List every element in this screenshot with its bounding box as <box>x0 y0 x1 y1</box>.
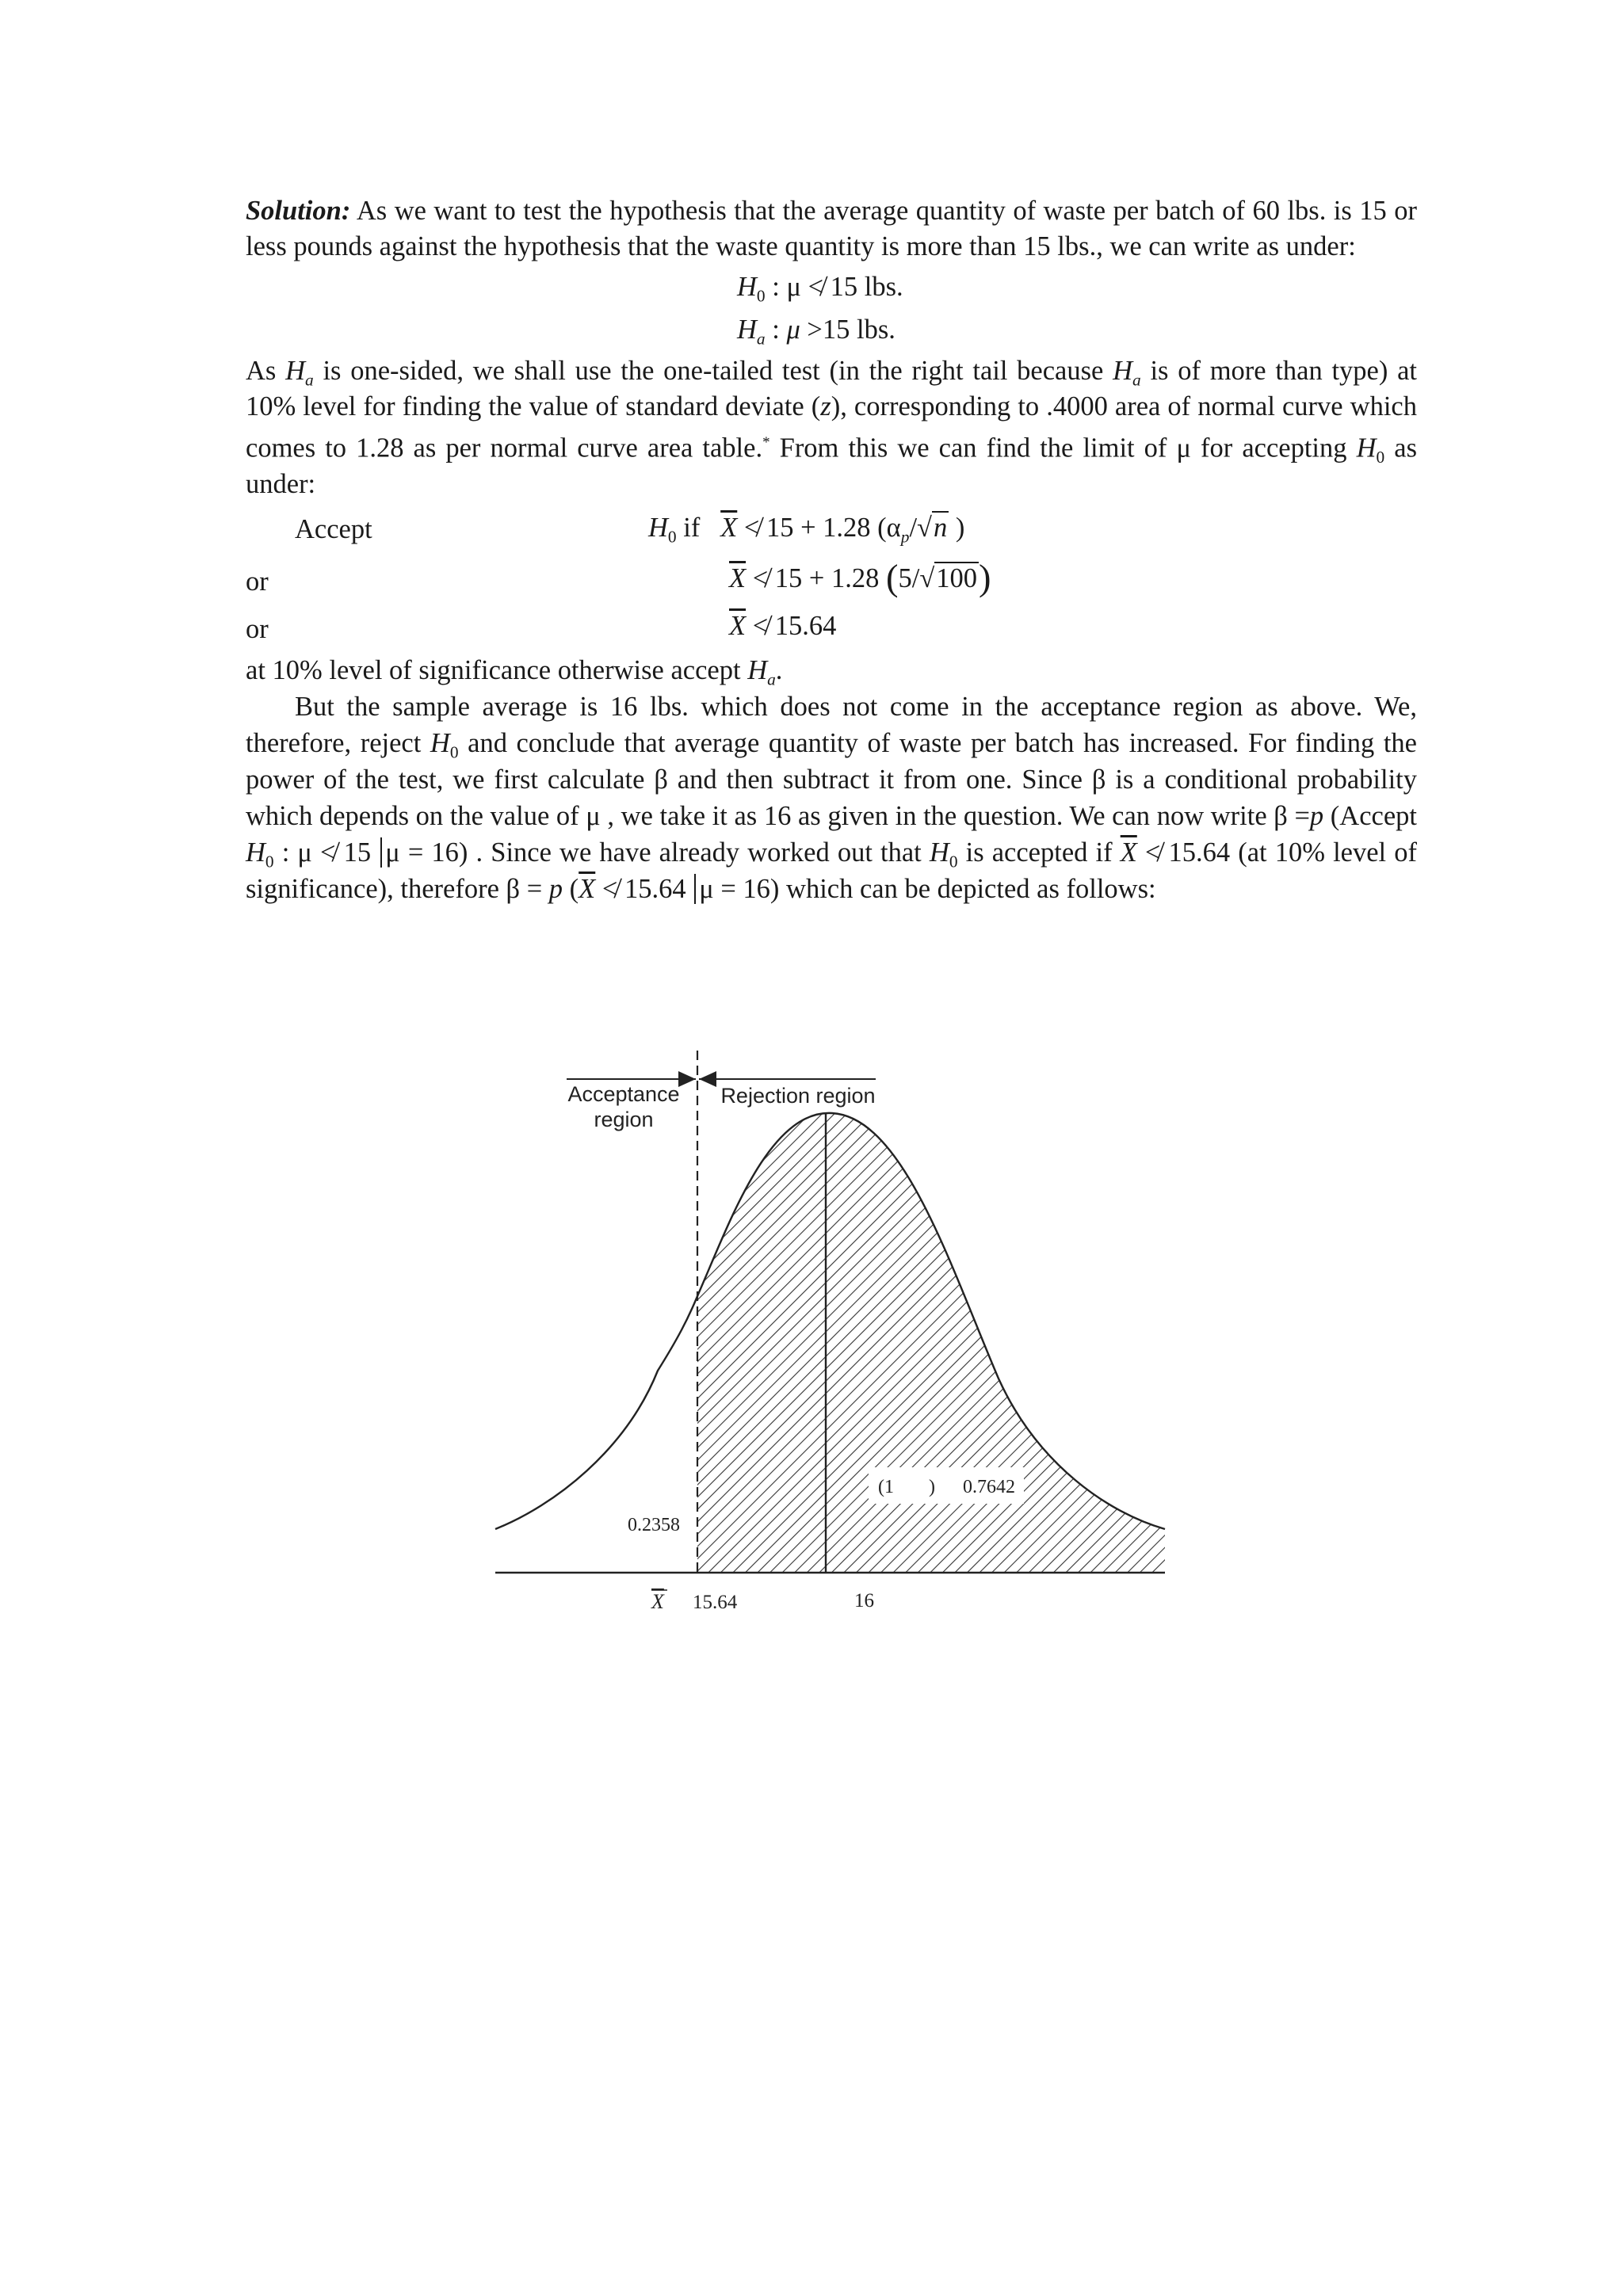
or-word-1: or <box>246 566 269 597</box>
paragraph-significance: at 10% level of significance otherwise accept $H_a$. <box>246 654 783 688</box>
acceptance-region-label-line2: region <box>594 1108 654 1131</box>
solution-text: As we want to test the hypothesis that the average quantity of waste per batch of 60 lbs. is 15 or less pounds against the hypothesis that the waste quantity is more than 15 lbs., we can write as under: <box>246 196 1417 261</box>
paragraph-sample-average: But the sample average is 16 lbs. which does not come in the acceptance region as above. We, therefore, reject $H_0$ and conclude that average quantity of waste per batch has increased. For finding the power of the test, we first calculate β and then subtract it from one. Since β is a conditional probability which depends on the value of μ , we take it as 16 as given in the question. We can now write β =p (Accept $H_0$ : μ ≮ 15 μ = 16) . Since we have already worked out that $H_0$ is accepted if $\overline{X}$ ≮ 15.64 (at 10% level of significance), therefore β = p ($\overline{X}$ ≮ 15.64 μ = 16) which can be depicted as follows: <box>246 691 1417 904</box>
paragraph-one-tailed: As $H_a$ is one-sided, we shall use the one-tailed test (in the right tail because $H_a$ is of more than type) at 10% level for finding the value of standard deviate (z), corresponding to .4000 area of normal curve which comes to 1.28 as per normal curve area table.* From this we can find the limit of μ for accepting $H_0$ as under: <box>246 356 1417 499</box>
equation-line-2: $\overline{X}$ ≮ 15 + 1.28 (5/√100) <box>729 558 991 599</box>
footnote-marker: * <box>762 434 770 451</box>
beta-value-label: 0.2358 <box>628 1515 680 1535</box>
alternative-hypothesis: $H_a$ : μ >15 lbs. <box>737 315 896 349</box>
accept-word: Accept <box>295 513 372 544</box>
equation-line-1: $H_0$ if $\overline{X}$ ≮ 15 + 1.28 ($\alpha_p/√n$ ) <box>648 512 965 546</box>
tick-15-64: 15.64 <box>693 1592 738 1613</box>
acceptance-region-label-line1: Acceptance <box>567 1082 680 1106</box>
solution-label: Solution: <box>246 196 351 226</box>
power-open-label: (1 <box>878 1477 894 1497</box>
x-bar-symbol: X <box>651 1590 664 1613</box>
tick-16: 16 <box>854 1590 874 1611</box>
rejection-region-label: Rejection region <box>720 1084 876 1108</box>
or-word-2: or <box>246 613 269 644</box>
power-close-label: ) <box>929 1477 935 1497</box>
equation-line-3: $\overline{X}$ ≮ 15.64 <box>729 610 837 641</box>
power-value-label: 0.7642 <box>963 1477 1015 1497</box>
null-hypothesis: $H_0$ : μ ≮ 15 lbs. <box>737 272 903 306</box>
